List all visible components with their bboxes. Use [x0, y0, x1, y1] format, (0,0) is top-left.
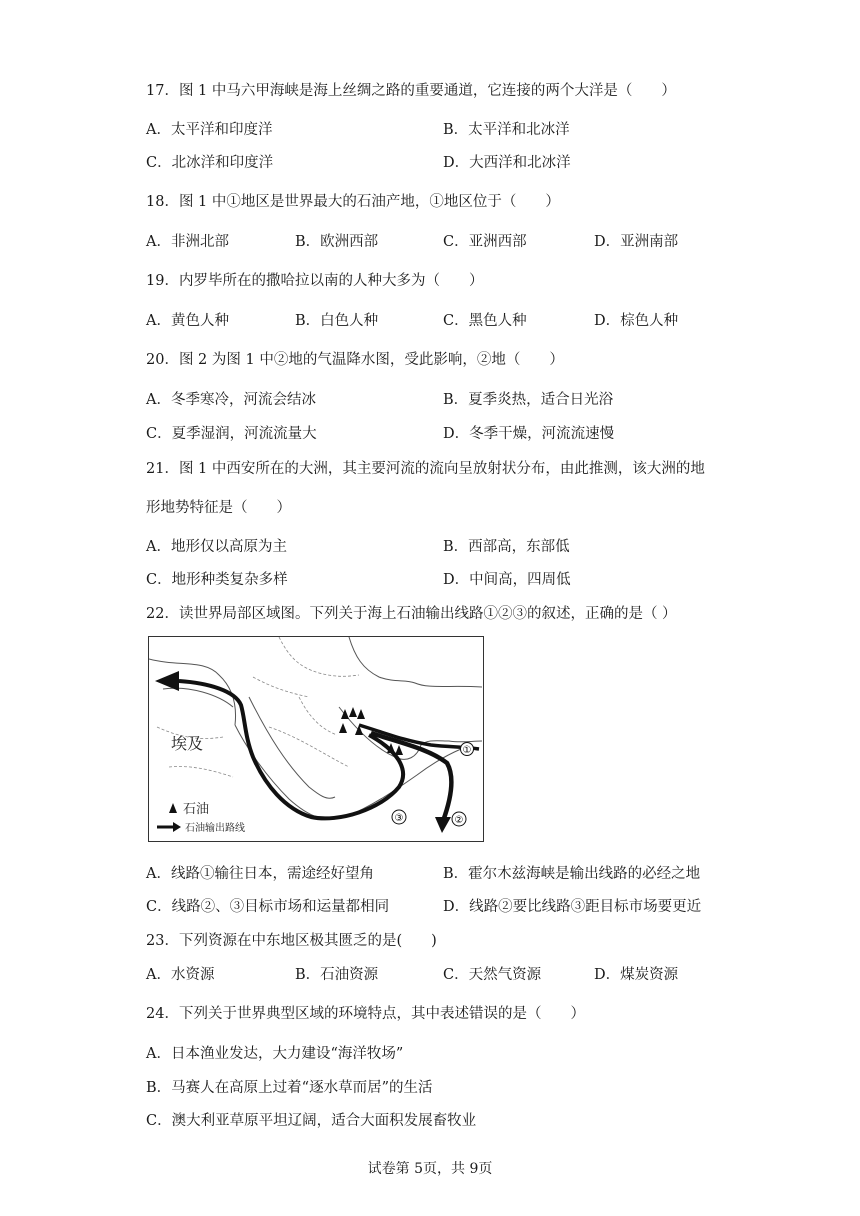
red-sea-east-coast	[249, 697, 335, 798]
question-17-option-a: A．太平洋和印度洋	[146, 122, 273, 138]
question-20-option-d: D．冬季干燥，河流流速慢	[443, 426, 615, 442]
question-17-option-d: D．大西洋和北冰洋	[443, 155, 571, 171]
question-21-option-c: C．地形种类复杂多样	[146, 572, 288, 588]
route-3-line	[179, 681, 403, 818]
border-lines	[253, 677, 349, 767]
question-18-option-c: C．亚洲西部	[443, 234, 527, 250]
legend-route-arrow	[173, 822, 181, 832]
egypt-label: 埃及	[171, 734, 204, 753]
question-18-option-d: D．亚洲南部	[594, 234, 679, 250]
legend-oil-label: 石油	[183, 802, 210, 817]
question-24-option-b: B．马赛人在高原上过着“逐水草而居”的生活	[146, 1080, 433, 1096]
border-line	[279, 637, 359, 676]
question-17-option-b: B．太平洋和北冰洋	[443, 122, 570, 138]
question-23-stem: 23．下列资源在中东地区极其匮乏的是( )	[146, 933, 437, 949]
iran-north-border	[349, 637, 482, 687]
question-19-stem: 19．内罗毕所在的撒哈拉以南的人种大多为（ ）	[146, 273, 484, 289]
question-21-option-b: B．西部高，东部低	[443, 539, 570, 555]
question-21-option-d: D．中间高，四周低	[443, 572, 571, 588]
question-22-option-b: B．霍尔木兹海峡是输出线路的必经之地	[443, 866, 701, 882]
question-24-option-c: C．澳大利亚草原平坦辽阔，适合大面积发展畜牧业	[146, 1113, 477, 1129]
question-23-option-c: C．天然气资源	[443, 967, 542, 983]
question-18-option-a: A．非洲北部	[146, 234, 229, 250]
question-19-option-d: D．棕色人种	[594, 313, 679, 329]
question-21-stem-continued: 形地势特征是（ ）	[146, 500, 291, 516]
legend-route-label: 石油输出路线	[185, 823, 245, 834]
question-20-option-c: C．夏季湿润，河流流量大	[146, 426, 317, 442]
question-19-option-b: B．白色人种	[295, 313, 379, 329]
route-3-label: ③	[394, 813, 404, 824]
question-21-option-a: A．地形仅以高原为主	[146, 539, 287, 555]
oil-route-map	[148, 636, 484, 842]
question-24-option-a: A．日本渔业发达，大力建设“海洋牧场”	[146, 1046, 404, 1062]
question-22-stem: 22．读世界局部区域图。下列关于海上石油输出线路①②③的叙述，正确的是（ ）	[146, 606, 677, 622]
route-2-label: ②	[454, 815, 464, 826]
page-footer: 试卷第 5页，共 9页	[367, 1161, 493, 1177]
question-20-option-b: B．夏季炎热，适合日光浴	[443, 392, 614, 408]
question-18-stem: 18．图 1 中①地区是世界最大的石油产地，①地区位于（ ）	[146, 194, 560, 210]
question-23-option-b: B．石油资源	[295, 967, 379, 983]
question-19-option-a: A．黄色人种	[146, 313, 229, 329]
question-23-option-d: D．煤炭资源	[594, 967, 679, 983]
arabian-coast-south	[235, 725, 461, 819]
question-22-option-c: C．线路②、③目标市场和运量都相同	[146, 899, 390, 915]
question-17-stem: 17．图 1 中马六甲海峡是海上丝绸之路的重要通道，它连接的两个大洋是（ ）	[146, 83, 676, 99]
route-1-label: ①	[462, 745, 472, 756]
question-23-option-a: A．水资源	[146, 967, 215, 983]
question-18-option-b: B．欧洲西部	[295, 234, 379, 250]
question-20-stem: 20．图 2 为图 1 中②地的气温降水图，受此影响，②地（ ）	[146, 352, 564, 368]
map-drawing	[149, 637, 482, 840]
question-20-option-a: A．冬季寒冷，河流会结冰	[146, 392, 316, 408]
legend-oil-icon	[169, 803, 177, 813]
question-24-stem: 24．下列关于世界典型区域的环境特点，其中表述错误的是（ ）	[146, 1006, 585, 1022]
question-22-option-d: D．线路②要比线路③距目标市场要更近	[443, 899, 702, 915]
route-2-arrowhead	[435, 817, 451, 833]
question-22-option-a: A．线路①输往日本，需途经好望角	[146, 866, 374, 882]
question-17-option-c: C．北冰洋和印度洋	[146, 155, 274, 171]
question-21-stem: 21．图 1 中西安所在的大洲，其主要河流的流向呈放射状分布，由此推测，该大洲的地	[146, 461, 705, 477]
oil-field-markers	[339, 707, 403, 755]
question-19-option-c: C．黑色人种	[443, 313, 527, 329]
